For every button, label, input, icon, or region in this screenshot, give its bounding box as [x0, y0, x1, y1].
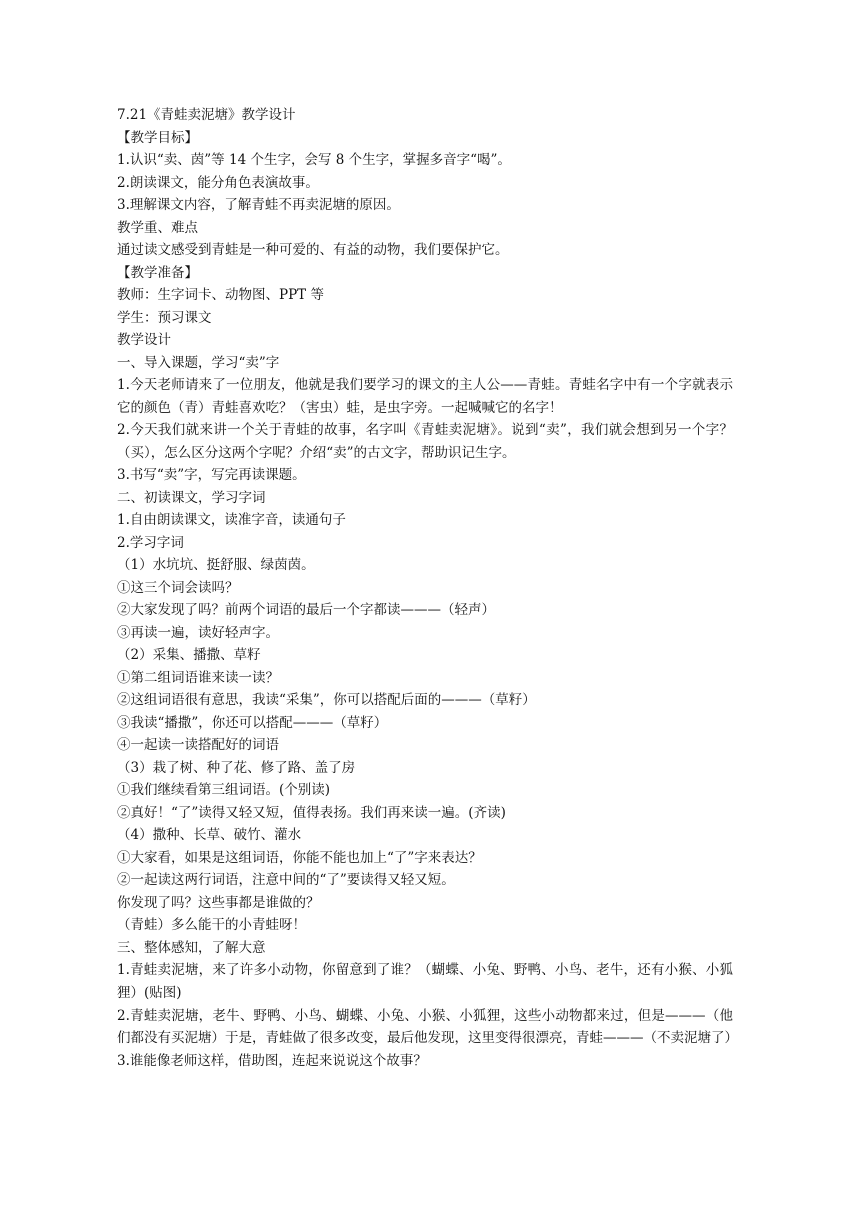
- word-group-3: （3）栽了树、种了花、修了路、盖了房: [117, 759, 356, 776]
- word-group-1: （1）水坑坑、挺舒服、绿茵茵。: [117, 557, 315, 574]
- list-item: ②大家发现了吗？前两个词语的最后一个字都读———（轻声）: [117, 602, 495, 619]
- paragraph-1-1: 1.今天老师请来了一位朋友，他就是我们要学习的课文的主人公——青蛙。青蛙名字中有一个字就表示它的颜色（青）青蛙喜欢吃？（害虫）蛙，是虫字旁。一起喊喊它的名字！: [117, 377, 733, 416]
- section-heading-key-points: 教学重、难点: [117, 219, 198, 236]
- document-page: [117, 104, 738, 1072]
- paragraph-2-2: 2.学习字词: [117, 534, 184, 551]
- answer-text: （青蛙）多么能干的小青蛙呀！: [117, 917, 306, 934]
- goal-item-1: 1.认识“卖、茵”等 14 个生字，会写 8 个生字，掌握多音字“喝”。: [117, 152, 511, 168]
- part-heading-1: 一、导入课题，学习“卖”字: [117, 354, 280, 371]
- paragraph-3-3: 3.谁能像老师这样，借助图，连起来说说这个故事？: [117, 1052, 427, 1069]
- goal-item-2: 2.朗读课文，能分角色表演故事。: [117, 174, 319, 191]
- paragraph-2-1: 1.自由朗读课文，读准字音，读通句子: [117, 512, 346, 529]
- paragraph-3-1: 1.青蛙卖泥塘，来了许多小动物，你留意到了谁？（蝴蝶、小兔、野鸭、小鸟、老牛，还有小猴、小狐狸）(贴图): [117, 962, 733, 1001]
- document-title: 7.21《青蛙卖泥塘》教学设计: [117, 107, 296, 123]
- section-heading-design: 教学设计: [117, 332, 171, 348]
- list-item: ①这三个词会读吗？: [117, 579, 239, 596]
- list-item: ①大家看，如果是这组词语，你能不能也加上“了”字来表达？: [117, 849, 482, 866]
- paragraph-1-2: 2.今天我们就来讲一个关于青蛙的故事，名字叫《青蛙卖泥塘》。说到“卖”，我们就会想到另一个字？（买），怎么区分这两个字呢？介绍“卖”的古文字，帮助识记生字。: [117, 422, 733, 461]
- key-points-text: 通过读文感受到青蛙是一种可爱的、有益的动物，我们要保护它。: [117, 242, 509, 258]
- list-item: ②一起读这两行词语，注意中间的“了”要读得又轻又短。: [117, 872, 455, 889]
- preparation-student: 学生：预习课文: [117, 309, 212, 326]
- word-group-2: （2）采集、播撒、草籽: [117, 647, 261, 664]
- section-heading-goals: 【教学目标】: [117, 129, 198, 146]
- preparation-teacher: 教师：生字词卡、动物图、PPT 等: [117, 287, 324, 303]
- part-heading-2: 二、初读课文，学习字词: [117, 489, 266, 506]
- list-item: ②这组词语很有意思，我读“采集”，你可以搭配后面的———（草籽）: [117, 692, 536, 709]
- part-heading-3: 三、整体感知，了解大意: [117, 939, 266, 956]
- question-text: 你发现了吗？这些事都是谁做的？: [117, 894, 320, 911]
- paragraph-1-3: 3.书写“卖”字，写完再读课题。: [117, 467, 306, 484]
- list-item: ③再读一遍，读好轻声字。: [117, 624, 279, 641]
- list-item: ①我们继续看第三组词语。(个别读): [117, 782, 331, 799]
- word-group-4: （4）撒种、长草、破竹、灌水: [117, 827, 302, 844]
- section-heading-preparation: 【教学准备】: [117, 264, 198, 281]
- list-item: ②真好！“了”读得又轻又短，值得表扬。我们再来读一遍。(齐读): [117, 804, 506, 821]
- list-item: ③我读“播撒”，你还可以搭配———（草籽）: [117, 714, 388, 731]
- list-item: ④一起读一读搭配好的词语: [117, 737, 279, 754]
- paragraph-3-2: 2.青蛙卖泥塘，老牛、野鸭、小鸟、蝴蝶、小兔、小猴、小狐狸，这些小动物都来过，但是———（他们都没有买泥塘）于是，青蛙做了很多改变，最后他发现，这里变得很漂亮，青蛙———（不卖泥塘了）: [117, 1007, 738, 1047]
- list-item: ①第二组词语谁来读一读？: [117, 669, 279, 686]
- goal-item-3: 3.理解课文内容，了解青蛙不再卖泥塘的原因。: [117, 197, 400, 213]
